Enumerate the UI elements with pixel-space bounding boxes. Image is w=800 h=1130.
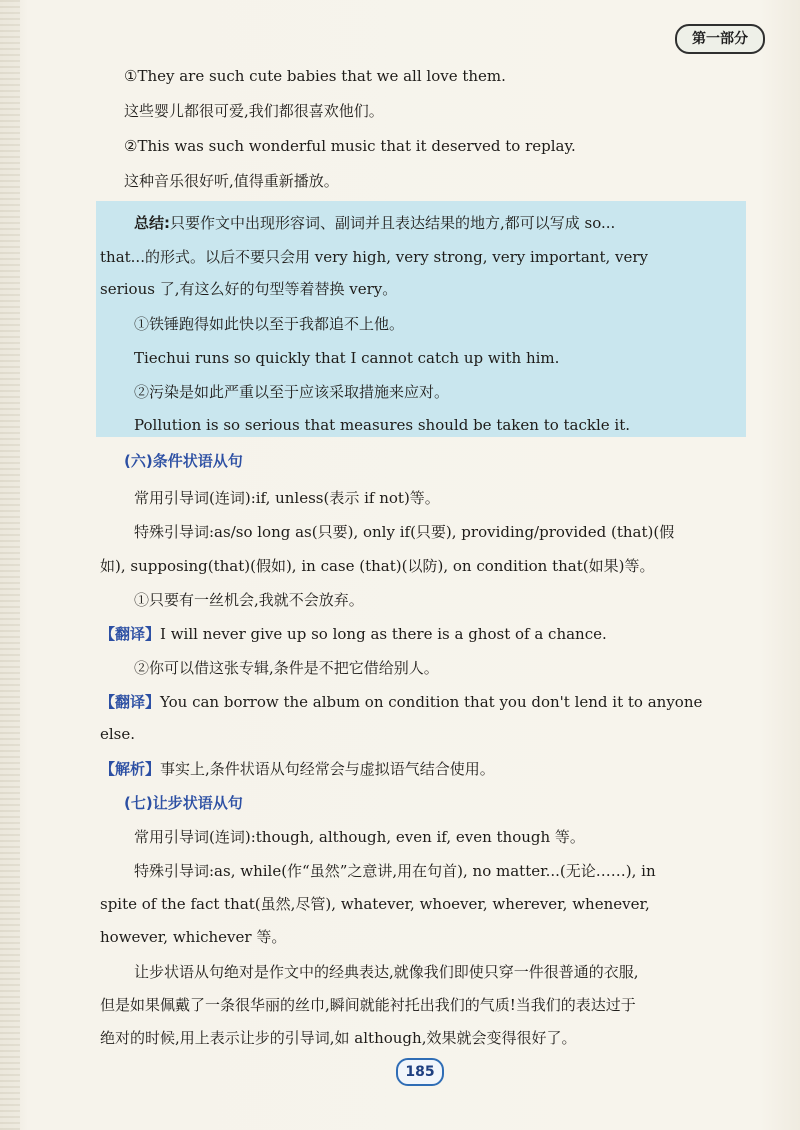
section-7-paragraph-1: 让步状语从句绝对是作文中的经典表达,就像我们即使只穿一件很普通的衣服, xyxy=(134,963,639,981)
section-7-special-2: spite of the fact that(虽然,尽管), whatever, whoever, wherever, whenever, xyxy=(100,895,650,913)
section-6-example-cn-1: ①只要有一丝机会,我就不会放弃。 xyxy=(134,591,364,609)
section-7-special-1: 特殊引导词:as, while(作“虽然”之意讲,用在句首), no matter...(无论……), in xyxy=(134,862,656,880)
example-en-1: ①They are such cute babies that we all love them. xyxy=(124,67,506,85)
example-en-2: ②This was such wonderful music that it deserved to replay. xyxy=(124,137,576,155)
summary-example-cn-1: ①铁锤跑得如此快以至于我都追不上他。 xyxy=(134,315,405,333)
summary-line-1 xyxy=(134,212,615,234)
part-label: 第一部分 xyxy=(675,24,765,54)
section-6-example-cn-2: ②你可以借这张专辑,条件是不把它借给别人。 xyxy=(134,659,439,677)
binding-edge xyxy=(0,0,20,1130)
section-7-paragraph-2: 但是如果佩戴了一条很华丽的丝巾,瞬间就能衬托出我们的气质!当我们的表达过于 xyxy=(100,996,636,1014)
section-7-paragraph-3: 绝对的时候,用上表示让步的引导词,如 although,效果就会变得很好了。 xyxy=(100,1029,577,1047)
section-7-heading: (七)让步状语从句 xyxy=(124,794,243,812)
section-6-special-1: 特殊引导词:as/so long as(只要), only if(只要), providing/provided (that)(假 xyxy=(134,523,675,541)
translation-tag: 【翻译】 xyxy=(100,693,161,711)
summary-example-en-2: Pollution is so serious that measures should be taken to tackle it. xyxy=(134,416,631,434)
section-6-translation-1 xyxy=(100,623,607,645)
section-6-analysis xyxy=(100,758,495,780)
translation-text: I will never give up so long as there is a ghost of a chance. xyxy=(160,625,607,643)
section-6-special-2: 如), supposing(that)(假如), in case (that)(以防), on condition that(如果)等。 xyxy=(100,557,655,575)
summary-example-cn-2: ②污染是如此严重以至于应该采取措施来应对。 xyxy=(134,383,450,401)
translation-text: You can borrow the album on condition that you don't lend it to anyone xyxy=(160,693,703,711)
section-7-common: 常用引导词(连词):though, although, even if, even though 等。 xyxy=(134,828,585,846)
section-7-special-3: however, whichever 等。 xyxy=(100,928,287,946)
section-6-translation-2-cont: else. xyxy=(100,725,136,743)
section-6-common: 常用引导词(连词):if, unless(表示 if not)等。 xyxy=(134,489,440,507)
example-cn-1: 这些婴儿都很可爱,我们都很喜欢他们。 xyxy=(124,102,384,120)
example-cn-2: 这种音乐很好听,值得重新播放。 xyxy=(124,172,339,190)
summary-label: 总结: xyxy=(134,214,170,232)
summary-line-2: that...的形式。以后不要只会用 very high, very strong, very important, very xyxy=(100,248,649,266)
summary-line-3: serious 了,有这么好的句型等着替换 very。 xyxy=(100,280,398,298)
analysis-tag: 【解析】 xyxy=(100,760,161,778)
page-number: 185 xyxy=(396,1058,444,1086)
analysis-text: 事实上,条件状语从句经常会与虚拟语气结合使用。 xyxy=(160,760,495,778)
translation-tag: 【翻译】 xyxy=(100,625,161,643)
summary-example-en-1: Tiechui runs so quickly that I cannot catch up with him. xyxy=(134,349,560,367)
summary-text-1: 只要作文中出现形容词、副词并且表达结果的地方,都可以写成 so... xyxy=(170,214,616,232)
section-6-translation-2 xyxy=(100,691,702,713)
section-6-heading: (六)条件状语从句 xyxy=(124,452,243,470)
